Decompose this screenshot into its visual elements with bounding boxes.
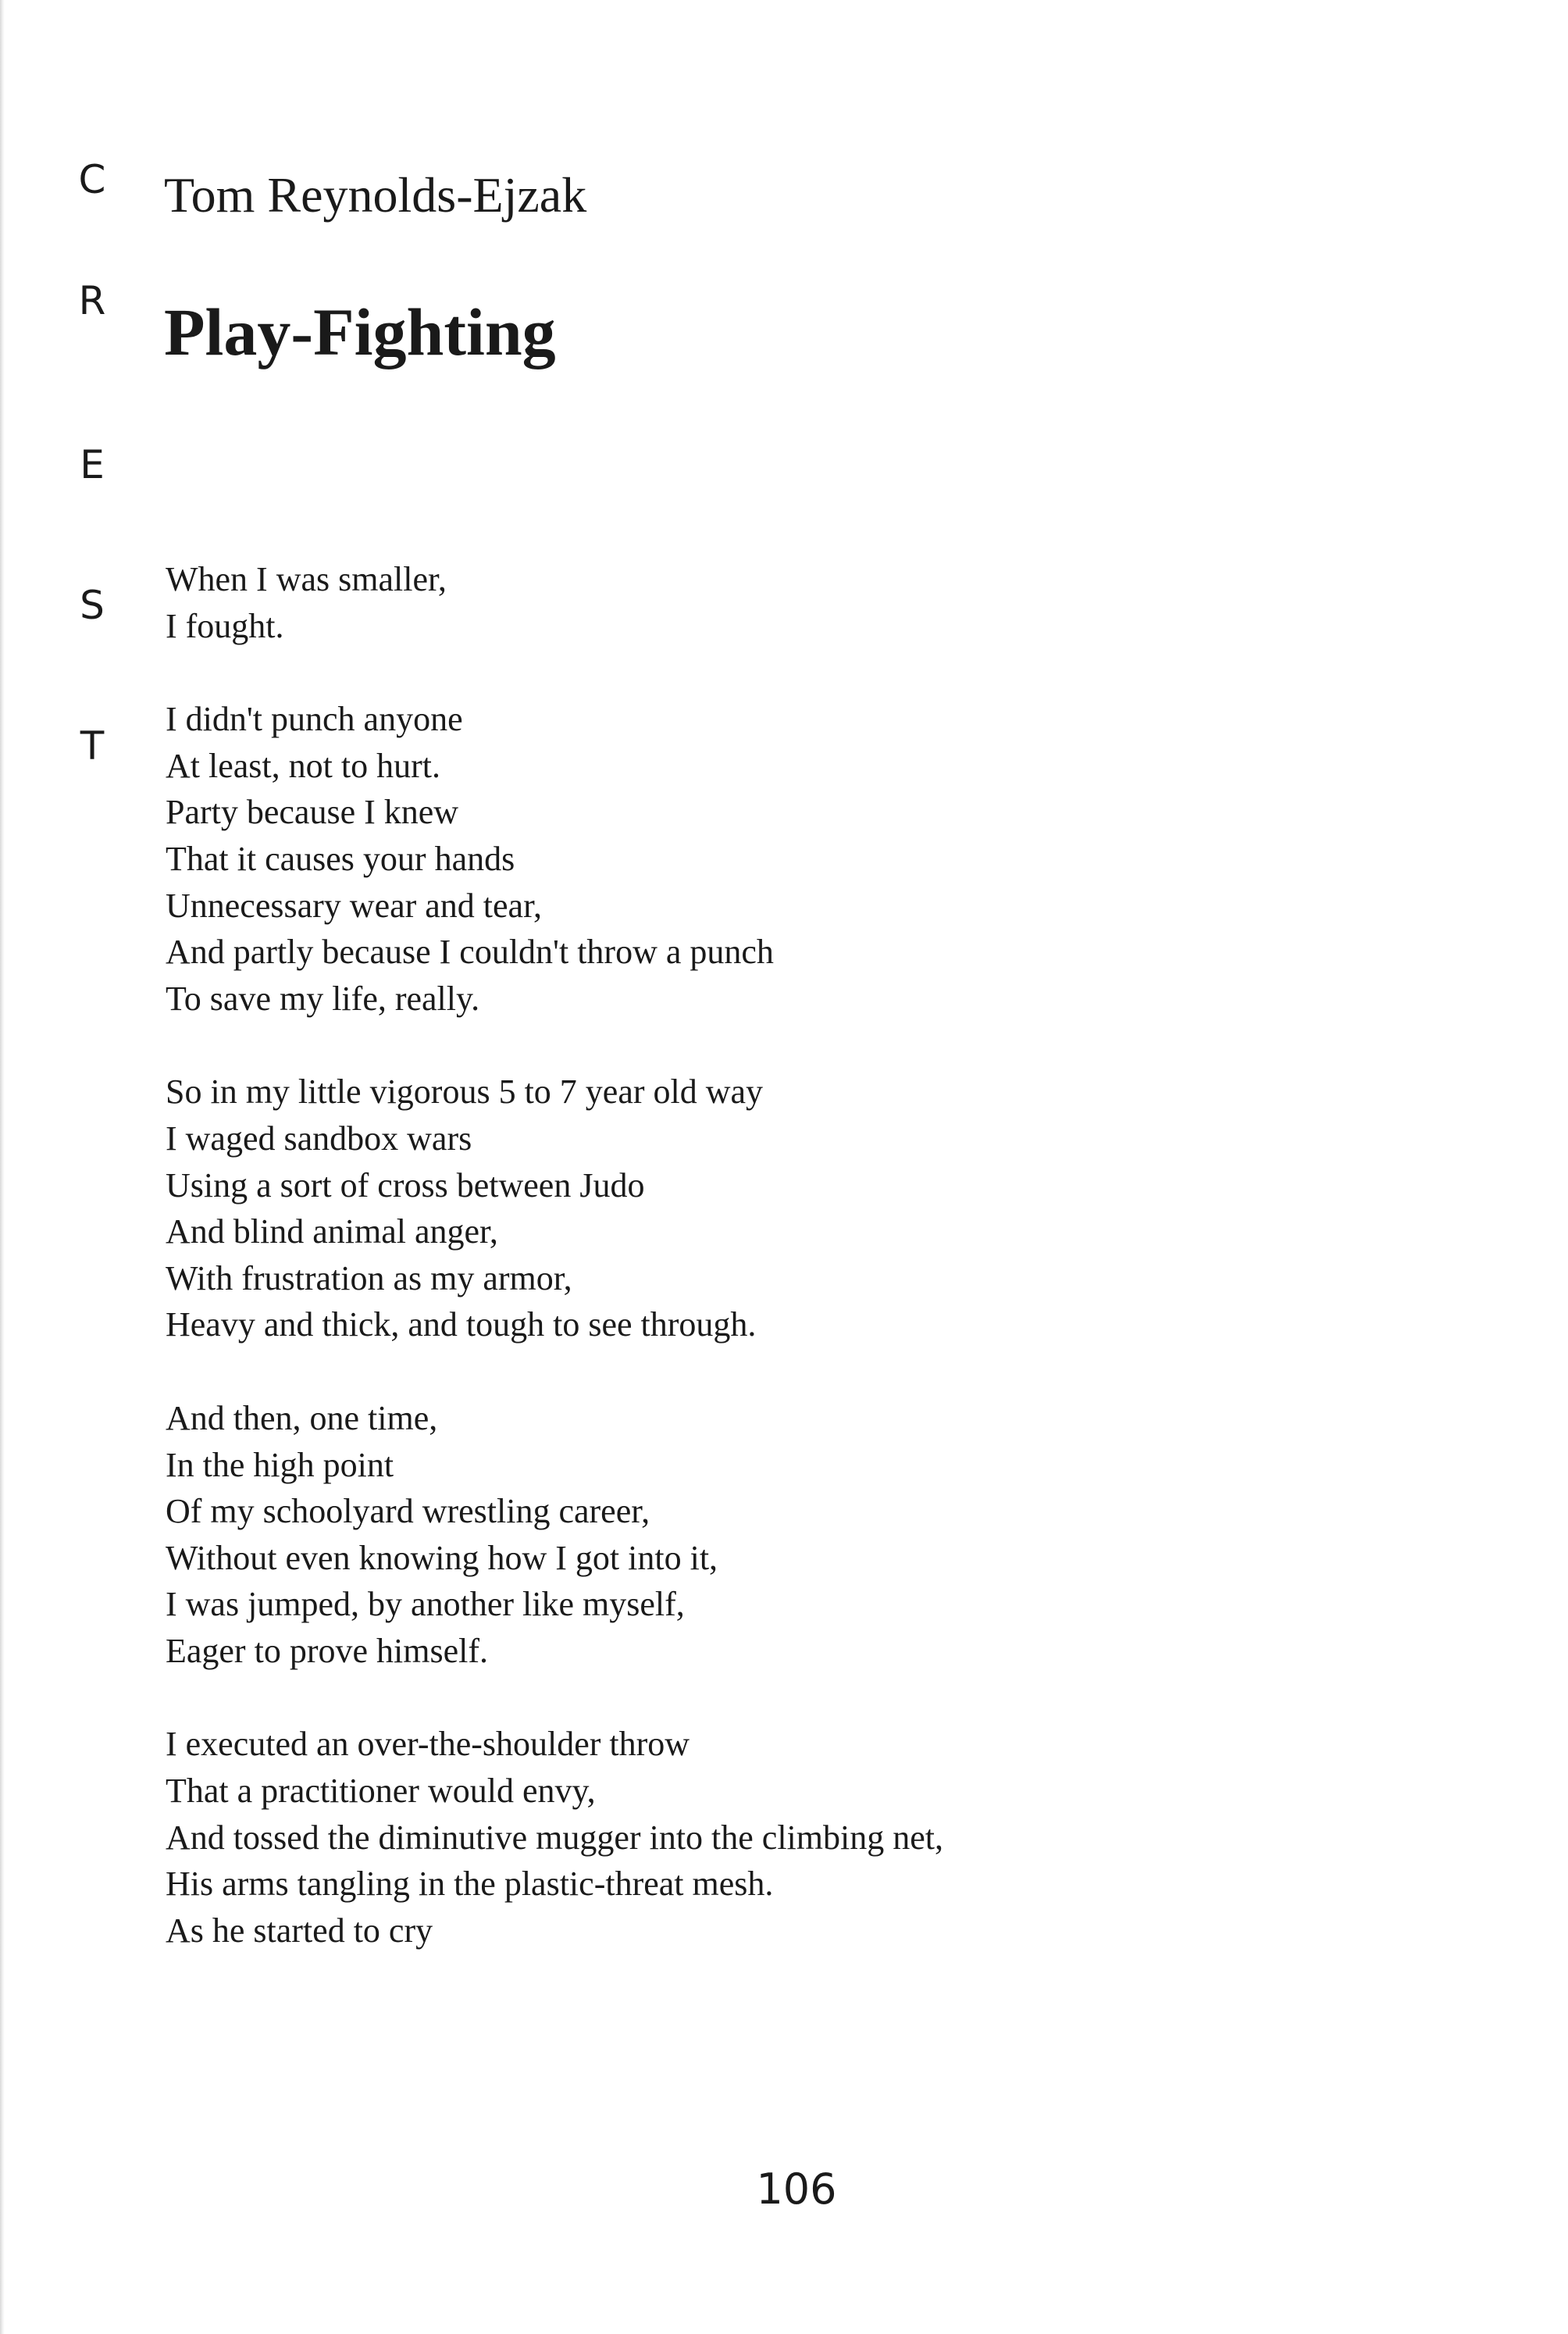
crest-letter-r: R	[78, 278, 106, 323]
poem-line: And then, one time,	[166, 1398, 438, 1437]
poem-line: And tossed the diminutive mugger into the climbing net,	[166, 1818, 943, 1857]
page-edge-shadow	[0, 0, 5, 2334]
poem-line: And blind animal anger,	[166, 1212, 498, 1251]
crest-letter-e: E	[80, 442, 105, 487]
poem-line: I didn't punch anyone	[166, 700, 463, 739]
stanza-4	[166, 1395, 1337, 1675]
poem-line: To save my life, really.	[166, 979, 480, 1018]
poem-line: Without even knowing how I got into it,	[166, 1538, 718, 1577]
stanza-5	[166, 1721, 1337, 1954]
poem-line: As he started to cry	[166, 1911, 433, 1950]
poem-line: I fought.	[166, 606, 284, 645]
poem-line: At least, not to hurt.	[166, 746, 440, 785]
stanza-1	[166, 556, 1337, 649]
poem-line: Of my schoolyard wrestling career,	[166, 1492, 650, 1531]
crest-letter-s: S	[80, 583, 105, 628]
poem-line: That it causes your hands	[166, 839, 515, 878]
poem-line: Heavy and thick, and tough to see through.	[166, 1305, 757, 1344]
poem-line: So in my little vigorous 5 to 7 year old way	[166, 1072, 764, 1112]
crest-letter-t: T	[80, 723, 105, 769]
poem-line: And partly because I couldn't throw a punch	[166, 933, 774, 972]
poem-line: With frustration as my armor,	[166, 1258, 572, 1297]
poem-line: In the high point	[166, 1445, 394, 1484]
page-number: 106	[756, 2164, 837, 2214]
poem-line: His arms tangling in the plastic-threat mesh.	[166, 1865, 774, 1904]
poem-title: Play-Fighting	[164, 294, 556, 369]
poem-line: Party because I knew	[166, 793, 459, 832]
poem-line: I waged sandbox wars	[166, 1119, 472, 1158]
author-name: Tom Reynolds-Ejzak	[164, 167, 587, 223]
stanza-2	[166, 696, 1337, 1022]
poem-line: When I was smaller,	[166, 560, 447, 598]
poem-line: I was jumped, by another like myself,	[166, 1585, 685, 1624]
stanza-3	[166, 1069, 1337, 1348]
poem-line: Unnecessary wear and tear,	[166, 886, 542, 925]
poem-line: Using a sort of cross between Judo	[166, 1165, 645, 1204]
poem-line: That a practitioner would envy,	[166, 1772, 596, 1811]
poem-line: Eager to prove himself.	[166, 1631, 488, 1670]
poem-line: I executed an over-the-shoulder throw	[166, 1725, 690, 1764]
poem-body	[166, 556, 1337, 2000]
crest-letter-c: C	[78, 157, 106, 202]
